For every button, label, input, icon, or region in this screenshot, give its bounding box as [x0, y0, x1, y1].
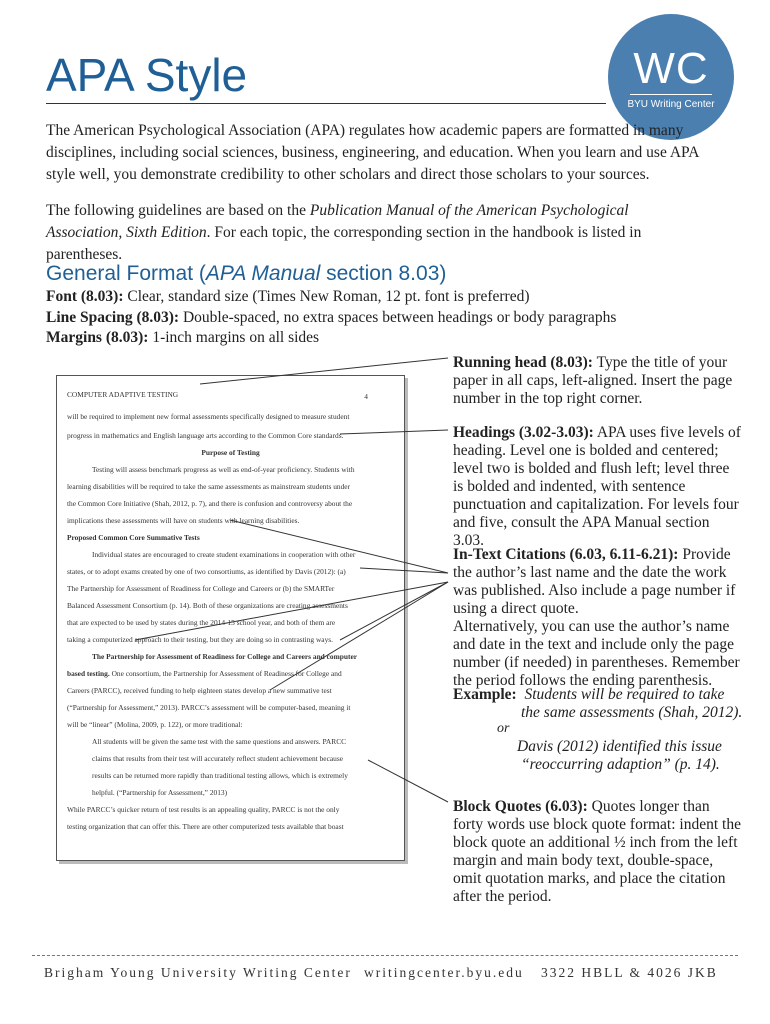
sample-line: states, or to adopt exams created by one of two consortiums, as identified by Davis (2012): (a): [67, 567, 346, 576]
page-title: APA Style: [46, 49, 248, 101]
callout-running-head-line: [200, 358, 448, 384]
sample-block-quote-line: All students will be given the same test with the same questions and answers. PARCC: [92, 737, 347, 746]
section-heading-b: section 8.03): [320, 262, 447, 285]
sample-line: Balanced Assessment Consortium (p. 14). Both of these organizations are creating assessments: [67, 601, 348, 610]
format-spacing-label: Line Spacing (8.03):: [46, 309, 180, 326]
sample-line: (“Partnership for Assessment,” 2013). PARCC’s assessment will be computer-based, meaning it: [67, 703, 351, 712]
sample-line: testing organization that can offer this. There are other computerized tests available that boast: [67, 822, 344, 831]
intro-paragraph: The American Psychological Association (APA) regulates how academic papers are formatted in many disciplines, including social sciences, business, engineering, and education. When you learn and use APA style well, you demonstrate credibility to other scholars and direct those scholars to your sources.: [46, 122, 699, 183]
note-citations-text: Provide the author’s last name and the date the work was published. Also include a page number if using a direct quote.: [453, 546, 736, 617]
sample-line: Testing will assess benchmark progress as well as end-of-year proficiency. Students with: [92, 465, 355, 474]
note-citations-label: In-Text Citations (6.03, 6.11-6.21):: [453, 546, 679, 563]
note-headings-label: Headings (3.02-3.03):: [453, 424, 594, 441]
example-line-2: the same assessments (Shah, 2012).: [521, 704, 743, 721]
footer-divider: [32, 955, 738, 956]
format-font-label: Font (8.03):: [46, 288, 124, 305]
format-font-text: Clear, standard size (Times New Roman, 12 pt. font is preferred): [123, 288, 530, 305]
section-heading-a: General Format (: [46, 262, 206, 285]
sample-page-number: 4: [364, 392, 368, 401]
sample-line: the Common Core Initiative (Shah, 2012, p. 7), and there is confusion and controversy about the: [67, 499, 353, 508]
sample-line: implications these assessments will have on students with learning disabilities.: [67, 516, 300, 525]
example-label: Example:: [453, 686, 517, 703]
callout-headings-line: [340, 430, 448, 434]
sample-line: progress in mathematics and English language arts according to the Common Core standards.: [67, 431, 344, 440]
sample-running-head: COMPUTER ADAPTIVE TESTING: [67, 390, 179, 399]
sample-heading-level3-end: based testing.: [67, 669, 110, 678]
note-headings-text: APA uses five levels of heading. Level one is bolded and centered; level two is bolded and flush left; level three is bolded and indented, with sentence punctuation and capitalization. For levels four and five, consult the APA Manual section 3.03.: [453, 424, 741, 549]
sample-line: taking a computerized approach to their testing, but they are doing so in contrasting ways.: [67, 635, 333, 644]
logo-letters: WC: [633, 44, 709, 93]
callout-citation-shah-line: [230, 520, 448, 573]
note-block-quotes-label: Block Quotes (6.03):: [453, 798, 588, 815]
sample-line-text: One consortium, the Partnership for Assessment of Readiness for College and: [109, 669, 342, 678]
sample-heading-level1: Purpose of Testing: [201, 448, 260, 457]
callout-citation-davis-line: [360, 568, 448, 573]
sample-line: Individual states are encouraged to create student examinations in cooperation with other: [92, 550, 356, 559]
example-line-4: “reoccurring adaption” (p. 14).: [521, 756, 720, 773]
callout-citation-contrast-line: [340, 582, 448, 640]
footer-organization: Brigham Young University Writing Center: [44, 965, 352, 980]
sample-line: Careers (PARCC), received funding to help eighteen states develop a new summative test: [67, 686, 332, 695]
note-block-quotes-text: Quotes longer than forty words use block quote format: indent the block quote an additional ½ inch from the left margin and main body text, double-space, omit quotation marks, and place the citation after the period.: [453, 798, 741, 905]
note-citations-alt: Alternatively, you can use the author’s name and date in the text and include only the page number (if needed) in parentheses. Remember the period follows the ending parenthesis.: [453, 618, 740, 689]
sample-line: The Partnership for Assessment of Readiness for College and Careers or (b) the SMARTer: [67, 584, 335, 593]
manual-title: Publication Manual of the American Psychological Association, Sixth Edition: [46, 202, 629, 241]
sample-heading-level3: The Partnership for Assessment of Readiness for College and Careers and computer: [92, 652, 358, 661]
example-or: or: [497, 721, 510, 736]
note-running-head-text: Type the title of your paper in all caps, left-aligned. Insert the page number in the top right corner.: [453, 354, 733, 407]
sample-block-quote-line: results can be returned more rapidly than traditional testing allows, which is extremely: [92, 771, 348, 780]
section-heading-italic: APA Manual: [205, 262, 321, 285]
footer-url: writingcenter.byu.edu: [364, 965, 524, 980]
sample-heading-level2: Proposed Common Core Summative Tests: [67, 533, 200, 542]
sample-block-quote-line: helpful. (“Partnership for Assessment,” 2013): [92, 788, 228, 797]
sample-line: will be required to implement new formal assessments specifically designed to measure student: [67, 412, 350, 421]
format-margins-text: 1-inch margins on all sides: [148, 329, 320, 346]
format-spacing-text: Double-spaced, no extra spaces between headings or body paragraphs: [179, 309, 617, 326]
sample-line: While PARCC’s quicker return of test results is an appealing quality, PARCC is not the only: [67, 805, 340, 814]
footer-address: 3322 HBLL & 4026 JKB: [541, 965, 718, 980]
logo-subtitle: BYU Writing Center: [627, 99, 715, 110]
sample-line: that are expected to be used by states during the 2014-15 school year, and both of them are: [67, 618, 336, 627]
guidelines-text-b: . For each topic, the corresponding section in the handbook is listed in parentheses.: [46, 224, 642, 263]
note-running-head-label: Running head (8.03):: [453, 354, 593, 371]
callout-block-quote-line: [368, 760, 448, 802]
example-text-1: Students will be required to take: [524, 686, 725, 703]
sample-line: learning disabilities will be required to take the same assessments as mainstream students under: [67, 482, 351, 491]
example-line-3: Davis (2012) identified this issue: [517, 738, 722, 755]
format-margins-label: Margins (8.03):: [46, 329, 149, 346]
sample-line: will be “linear” (Molina, 2009, p. 122), or more traditional:: [67, 720, 243, 729]
guidelines-text-a: The following guidelines are based on the: [46, 202, 310, 219]
sample-block-quote-line: claims that results from their test will accurately reflect student achievement because: [92, 754, 343, 763]
